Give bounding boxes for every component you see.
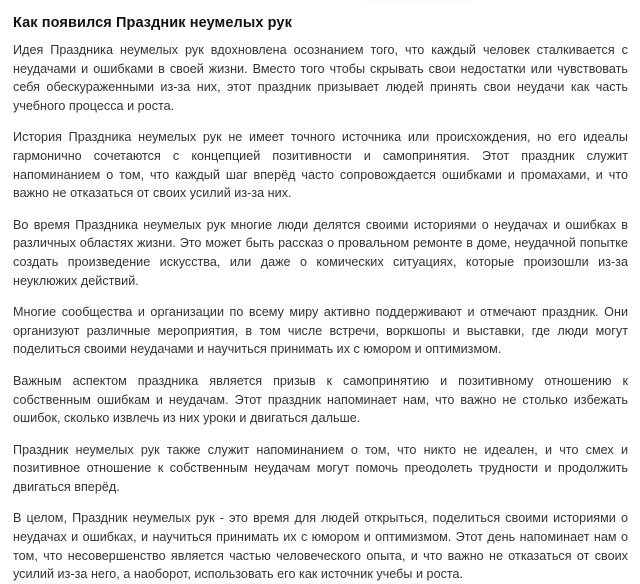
article-paragraph: В целом, Праздник неумелых рук - это время для людей открыться, поделиться своими историями о неудачах и ошибках, и научиться принимать их с юмором и оптимизмом. Этот день напоминает нам о том, что несовершенство является частью человеческого опыта, и что важно не отказаться от своих усилий из-за него, а наоборот, использовать его как источник учебы и роста. — [13, 511, 628, 582]
article-paragraph: История Праздника неумелых рук не имеет точного источника или происхождения, но его идеалы гармонично сочетаются с концепцией позитивности и самопринятия. Этот праздник служит напоминанием о том, что каждый шаг вперёд часто сопровождается ошибками и промахами, и что важно не отказаться от своих усилий из-за них. — [13, 130, 628, 201]
top-edge-band — [366, 0, 472, 3]
article-paragraph: Во время Праздника неумелых рук многие люди делятся своими историями о неудачах и ошибках в различных областях жизни. Это может быть рассказ о провальном ремонте в доме, неудачной попытке создать произведение искусства, или даже о комических ситуациях, которые произошли из-за неуклюжих действий. — [13, 217, 628, 288]
article-paragraph: Праздник неумелых рук также служит напоминанием о том, что никто не идеален, и что смех и позитивное отношение к собственным неудачам могут помочь преодолеть трудности и продолжить двигаться вперёд. — [13, 442, 628, 494]
article-body — [13, 41, 628, 584]
article-paragraph: Идея Праздника неумелых рук вдохновлена осознанием того, что каждый человек сталкивается с неудачами и ошибками в своей жизни. Вместо того чтобы скрывать свои недостатки или чувствовать себя обескураженными из-за них, этот праздник призывает людей принять свои неудачи как часть учебного процесса и роста. — [13, 43, 628, 113]
article-paragraph: Важным аспектом праздника является призыв к самопринятию и позитивному отношению к собственным ошибкам и неудачам. Этот праздник напоминает нам, что важно не столько избежать ошибок, сколько извлечь из них уроки и двигаться дальше. — [13, 373, 628, 426]
article-paragraph: Многие сообщества и организации по всему миру активно поддерживают и отмечают праздник. Они организуют различные мероприятия, в том числе встречи, воркшопы и выставки, где люди могут поделиться своими неудачами и научиться принимать их с юмором и оптимизмом. — [13, 305, 628, 357]
page-title: Как появился Праздник неумелых рук — [13, 15, 292, 31]
